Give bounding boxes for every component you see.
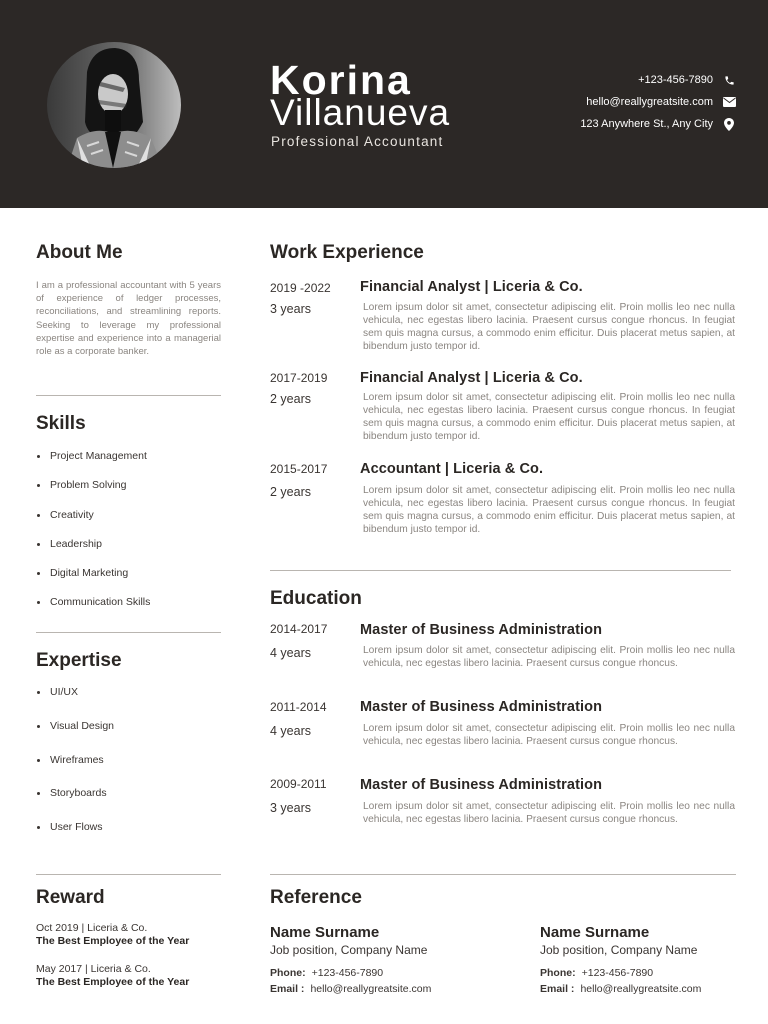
education-title: Education [270,588,362,609]
reference-name: Name Surname [270,924,380,941]
education-degree: Master of Business Administration [360,777,603,793]
mail-icon [722,95,736,109]
education-years: 2011-2014 [270,700,327,714]
work-description: Lorem ipsum dolor sit amet, consectetur adipiscing elit. Proin mollis leo nec nulla vehicula, nec egestas libero lacinia. Praesent cursus congue rhoncus. In feugiat sem quis magna cursus, a commodo enim efficitur. Duis placerat metus sapien, at bibendum justo tempor id. [363,392,735,443]
work-duration: 2 years [270,485,311,499]
reference-email [540,983,701,995]
divider [36,874,221,875]
work-description: Lorem ipsum dolor sit amet, consectetur adipiscing elit. Proin mollis leo nec nulla vehicula, nec egestas libero lacinia. Praesent cursus congue rhoncus. In feugiat sem quis magna cursus, a commodo enim efficitur. Duis placerat metus sapien, at bibendum justo tempor id. [363,302,735,353]
divider [270,874,736,875]
email-label: Email : [540,983,575,995]
contact-phone[interactable] [436,71,736,89]
skill-item: Communication Skills [36,595,150,624]
work-position: Financial Analyst | Liceria & Co. [360,279,583,295]
expertise-list [36,685,114,854]
last-name: Villanueva [270,92,451,133]
reference-email-value[interactable]: hello@reallygreatsite.com [580,983,702,995]
reference-phone-value[interactable]: +123-456-7890 [311,967,384,979]
expertise-item: Wireframes [36,753,114,787]
about-text: I am a professional accountant with 5 years of experience of ledger processes, reconciliations, and streamlining reports. Seeking to leverage my professional expertise and experience into a managerial role as a corporate banker. [36,280,221,358]
expertise-item: UI/UX [36,685,114,719]
reference-position: Job position, Company Name [270,943,428,957]
reference-title: Reference [270,887,362,908]
about-title: About Me [36,242,123,263]
reference-email-value[interactable]: hello@reallygreatsite.com [310,983,432,995]
reference-position: Job position, Company Name [540,943,698,957]
skill-item: Project Management [36,449,150,478]
profile-photo [47,42,181,168]
expertise-item: User Flows [36,820,114,854]
education-degree: Master of Business Administration [360,699,603,715]
phone-icon [722,73,736,87]
contact-address-text: 123 Anywhere St., Any City [580,118,713,130]
reward-title: Reward [36,887,105,908]
expertise-title: Expertise [36,650,122,671]
email-label: Email : [270,983,305,995]
education-description: Lorem ipsum dolor sit amet, consectetur adipiscing elit. Proin mollis leo nec nulla vehicula, nec egestas libero lacinia. Praesent cursus congue rhoncus. [363,801,735,826]
skills-list [36,449,150,625]
divider [36,632,221,633]
expertise-item: Storyboards [36,786,114,820]
work-years: 2019 -2022 [270,281,331,295]
education-years: 2009-2011 [270,777,327,791]
work-duration: 2 years [270,392,311,406]
phone-label: Phone: [270,967,306,979]
work-duration: 3 years [270,302,311,316]
reward-name: The Best Employee of the Year [36,935,190,947]
reference-phone [540,967,653,979]
work-years: 2017-2019 [270,371,328,385]
skill-item: Creativity [36,508,150,537]
expertise-item: Visual Design [36,719,114,753]
work-position: Financial Analyst | Liceria & Co. [360,370,583,386]
contact-address [436,115,736,133]
education-duration: 4 years [270,646,311,660]
job-title: Professional Accountant [271,134,444,149]
education-description: Lorem ipsum dolor sit amet, consectetur adipiscing elit. Proin mollis leo nec nulla vehicula, nec egestas libero lacinia. Praesent cursus congue rhoncus. [363,723,735,748]
work-title: Work Experience [270,242,424,263]
education-description: Lorem ipsum dolor sit amet, consectetur adipiscing elit. Proin mollis leo nec nulla vehicula, nec egestas libero lacinia. Praesent cursus congue rhoncus. [363,645,735,670]
phone-label: Phone: [540,967,576,979]
education-duration: 4 years [270,724,311,738]
reference-name: Name Surname [540,924,650,941]
reference-phone-value[interactable]: +123-456-7890 [581,967,654,979]
education-duration: 3 years [270,801,311,815]
reward-name: The Best Employee of the Year [36,976,190,988]
skill-item: Problem Solving [36,478,150,507]
contact-phone-text[interactable]: +123-456-7890 [638,74,713,86]
work-position: Accountant | Liceria & Co. [360,461,544,477]
skill-item: Leadership [36,537,150,566]
skills-title: Skills [36,413,86,434]
reward-date: Oct 2019 | Liceria & Co. [36,922,148,934]
reference-phone [270,967,383,979]
reward-date: May 2017 | Liceria & Co. [36,963,151,975]
work-description: Lorem ipsum dolor sit amet, consectetur adipiscing elit. Proin mollis leo nec nulla vehicula, nec egestas libero lacinia. Praesent cursus congue rhoncus. In feugiat sem quis magna cursus, a commodo enim efficitur. Duis placerat metus sapien, at bibendum justo tempor id. [363,485,735,536]
divider [36,395,221,396]
first-name: Korina [270,57,412,103]
divider [270,570,731,571]
header-banner [0,0,768,208]
contact-email[interactable] [436,93,736,111]
education-years: 2014-2017 [270,622,328,636]
reference-email [270,983,431,995]
location-icon [722,117,736,131]
skill-item: Digital Marketing [36,566,150,595]
contact-email-text[interactable]: hello@reallygreatsite.com [586,96,713,108]
work-years: 2015-2017 [270,462,328,476]
education-degree: Master of Business Administration [360,622,603,638]
